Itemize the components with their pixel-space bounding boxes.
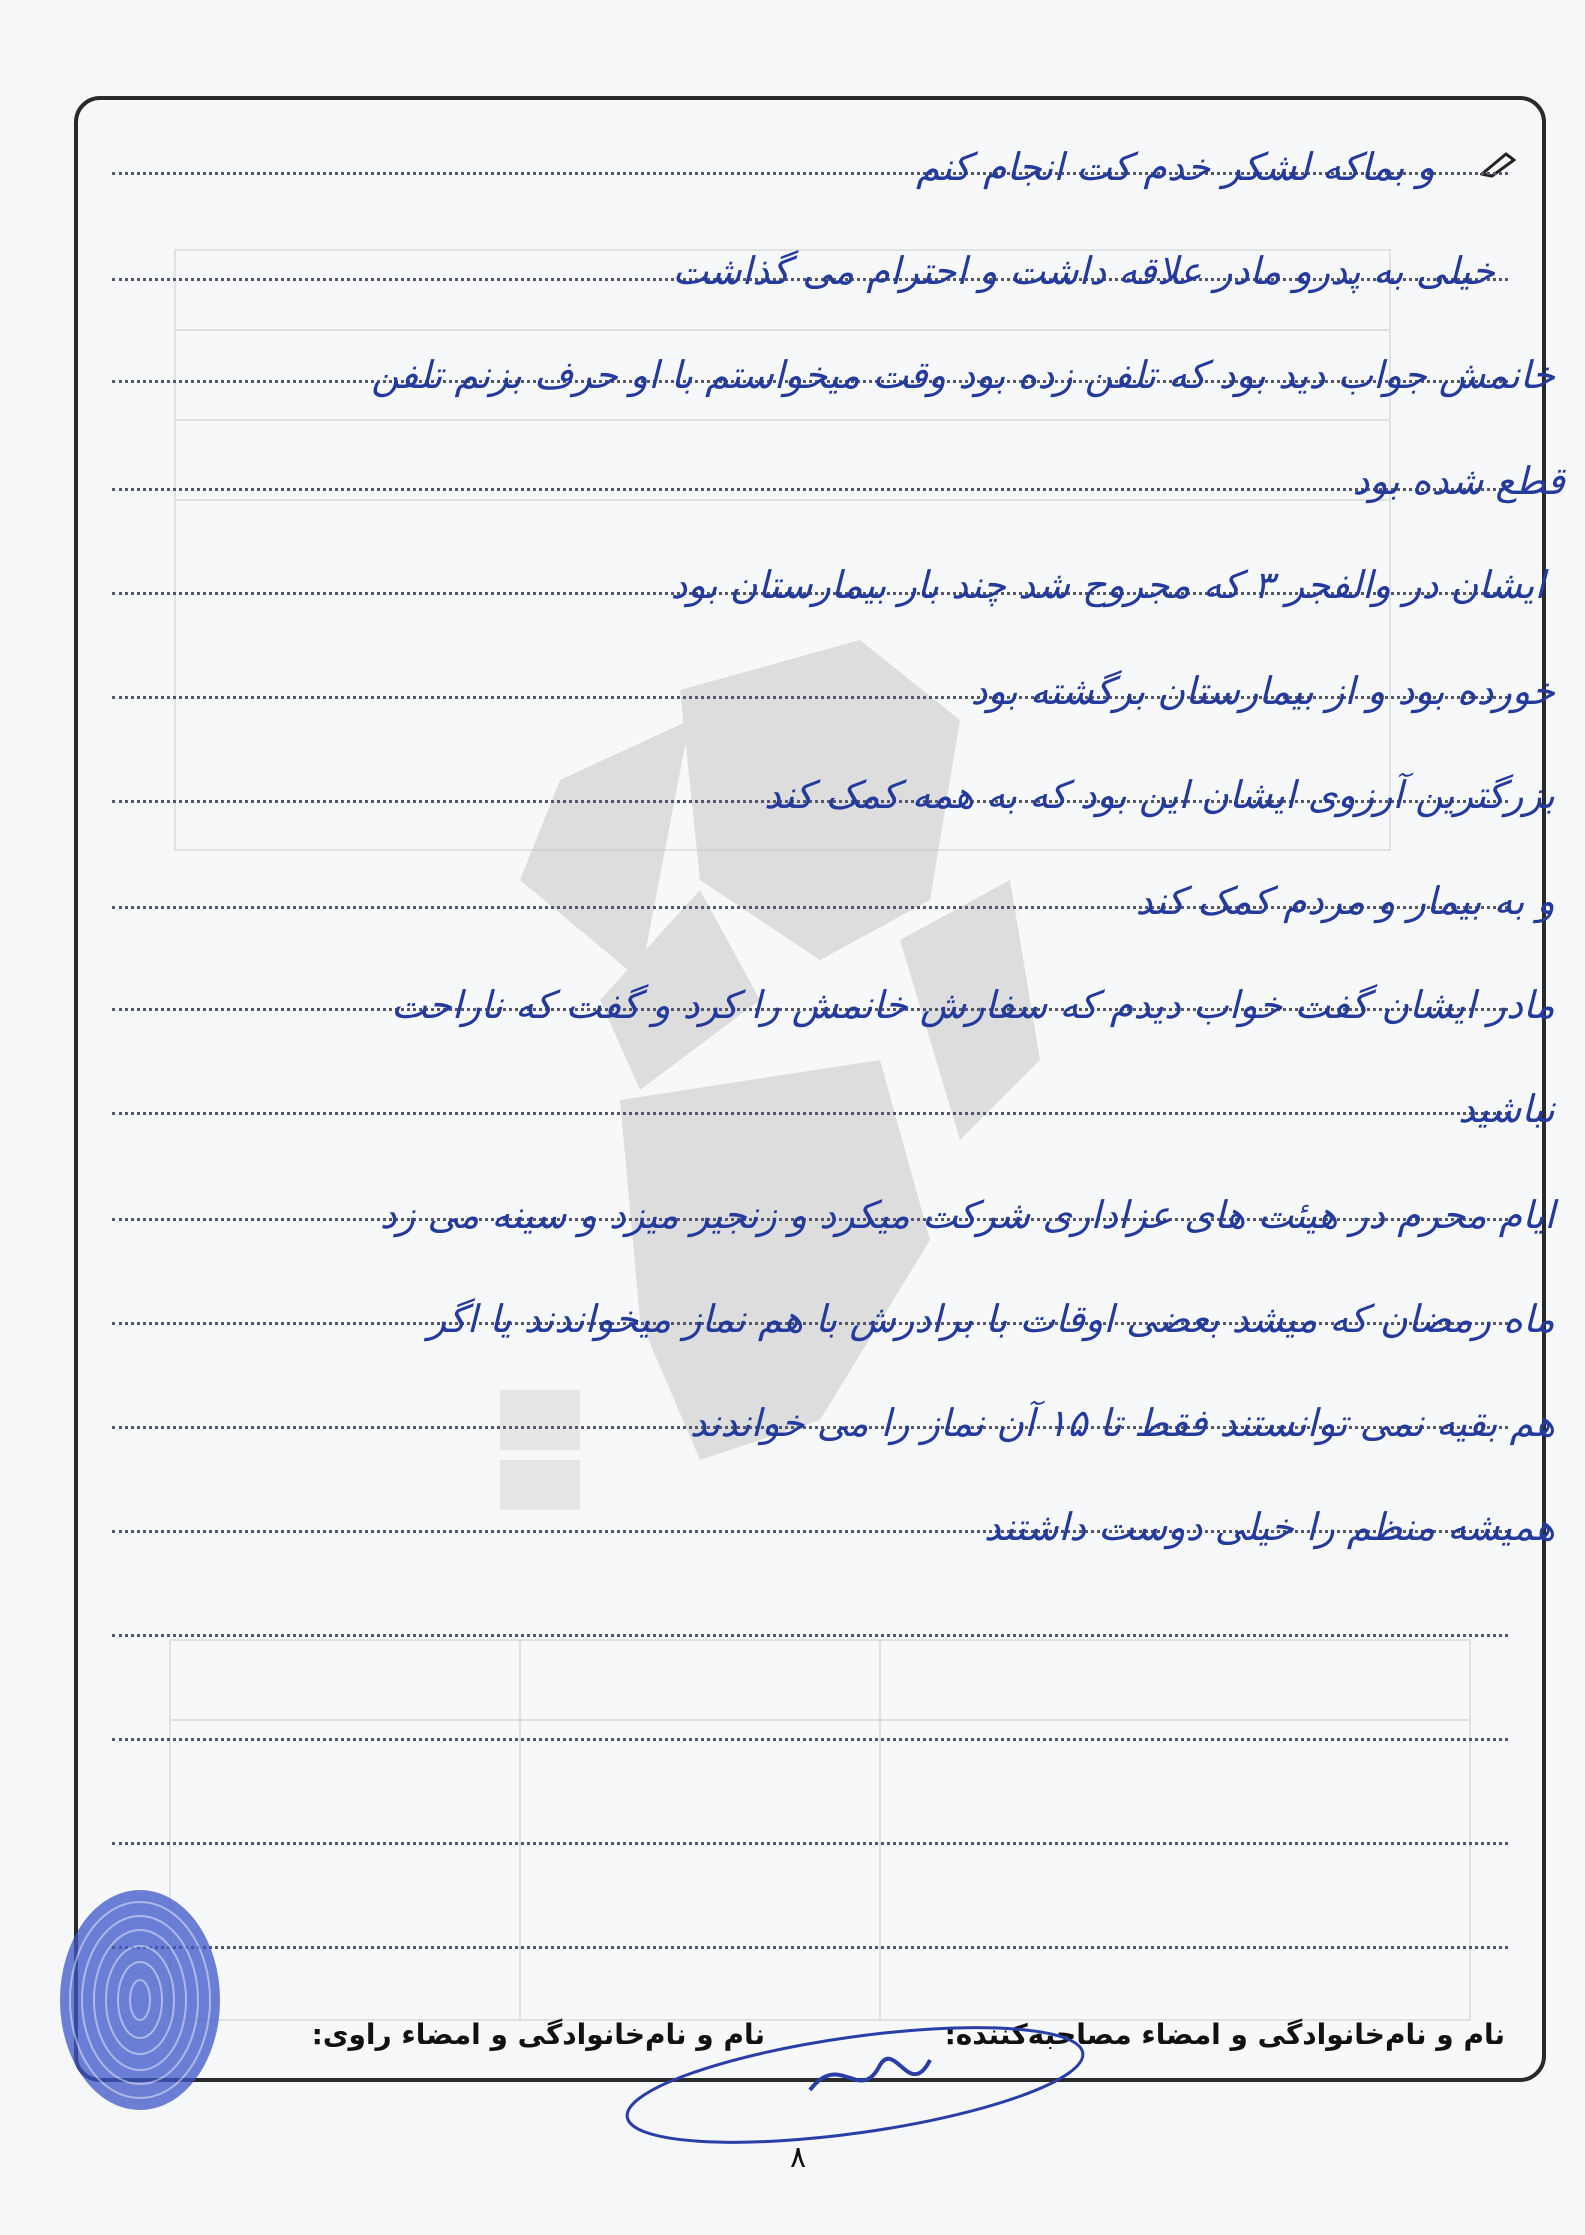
- handwritten-line: و به بیمار و مردم کمک کند: [1135, 879, 1555, 923]
- ruled-line: [112, 1946, 1508, 1949]
- handwritten-line: ایام محرم در هیئت های عزاداری شرکت میکرد و زنجیر میزد و سینه می زد: [379, 1193, 1555, 1237]
- ruled-line: [112, 1112, 1508, 1115]
- handwritten-line: نباشید: [1458, 1087, 1555, 1131]
- ruled-line: [112, 488, 1508, 491]
- handwritten-line: خانمش جواب دید بود که تلفن زده بود وقت میخواستم با او حرف بزنم تلفن: [371, 353, 1555, 397]
- handwritten-line: همیشه منظم را خیلی دوست داشتند: [983, 1505, 1555, 1549]
- handwritten-line: قطع شده بود: [1352, 459, 1565, 503]
- handwritten-line: و بماکه لشکر خدم کت انجام کنم: [916, 145, 1435, 189]
- handwritten-line: خورده بود و از بیمارستان برگشته بود: [970, 669, 1555, 713]
- handwritten-line: ایشان در والفجر ۳ که مجروح شد چند بار بیمارستان بود: [670, 563, 1545, 607]
- handwritten-line: خیلی به پدرو مادر علاقه داشت و احترام می گذاشت: [672, 249, 1495, 293]
- narrator-signature-label: نام و نام‌خانوادگی و امضاء راوی:: [311, 2018, 765, 2051]
- ruled-line: [112, 1634, 1508, 1637]
- handwritten-line: هم بقیه نمی توانستند فقط تا ۱۵ آن نماز را می خواندند: [689, 1401, 1555, 1445]
- handwritten-line: بزرگترین آرزوی ایشان این بود که به همه کمک کند: [763, 773, 1555, 817]
- fingerprint-icon: [50, 1880, 230, 2120]
- ruled-line: [112, 1842, 1508, 1845]
- signature-icon: [610, 2010, 1170, 2150]
- handwritten-line: ماه رمضان که میشد بعضی اوقات با برادرش با هم نماز میخواندند یا اگر: [427, 1297, 1555, 1341]
- ruled-line: [112, 1738, 1508, 1741]
- page-number: ۸: [790, 2140, 807, 2175]
- interviewer-signature-label: نام و نام‌خانوادگی و امضاء مصاحبه‌کننده:: [944, 2018, 1505, 2051]
- handwritten-line: مادر ایشان گفت خواب دیدم که سفارش خانمش را کرد و گفت که ناراحت: [391, 983, 1555, 1027]
